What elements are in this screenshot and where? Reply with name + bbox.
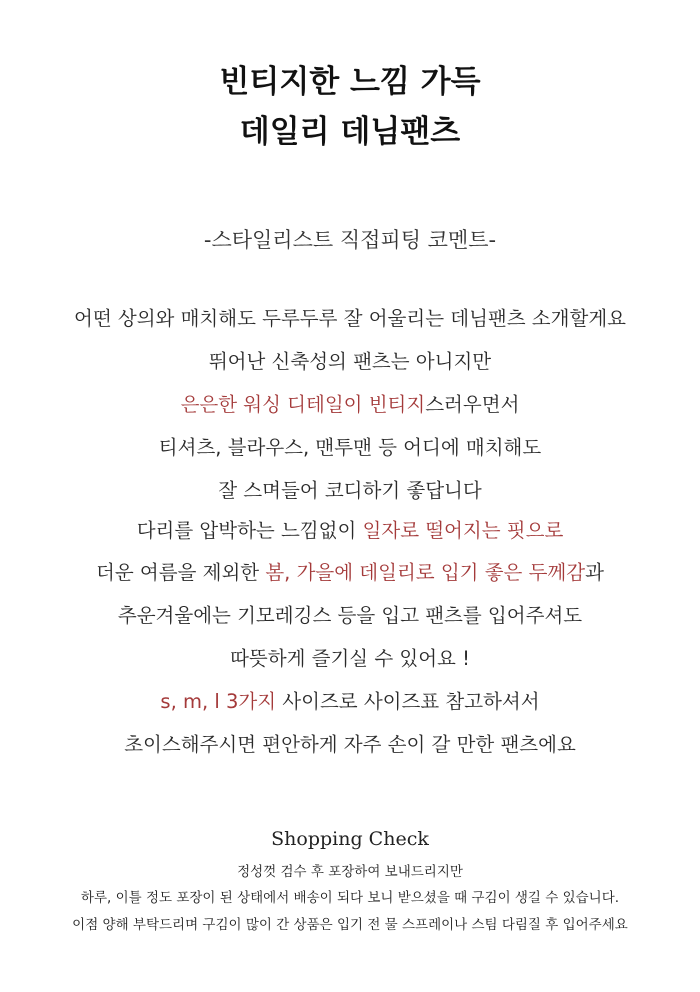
comment-line-7-highlight: 봄, 가을에 데일리로 입기 좋은 두께감 [265,561,586,584]
shopping-check-line-2: 하루, 이틀 정도 포장이 된 상태에서 배송이 되다 보니 받으셨을 때 구김이 생길 수 있습니다. [80,890,620,906]
heading-line-2: 데일리 데님팬츠 [239,114,461,150]
comment-line-3-rest: 스러우면서 [425,393,520,416]
comment-line-6 [0,515,700,547]
comment-line-1: 어떤 상의와 매치해도 두루두루 잘 어울리는 데님팬츠 소개할게요 [74,307,626,330]
comment-line-7-end: 과 [585,561,604,584]
stylist-comment-subtitle: -스타일리스트 직접피팅 코멘트- [203,228,497,252]
shopping-check-line-1: 정성껏 검수 후 포장하여 보내드리지만 [237,864,463,880]
comment-line-11: 초이스해주시면 편안하게 자주 손이 갈 만한 팬츠에요 [124,733,576,756]
comment-line-2: 뛰어난 신축성의 팬츠는 아니지만 [208,350,492,373]
comment-line-10 [0,686,700,718]
comment-line-10-text: 사이즈로 사이즈표 참고하셔서 [276,690,540,713]
comment-line-5: 잘 스며들어 코디하기 좋답니다 [218,479,482,502]
heading-line-1: 빈티지한 느낌 가득 [219,64,481,100]
shopping-check-line-3: 이점 양해 부탁드리며 구김이 많이 간 상품은 입기 전 물 스프레이나 스팀 다림질 후 입어주세요 [72,917,628,933]
shopping-check-title: Shopping Check [271,828,429,850]
comment-line-3-highlight: 은은한 워싱 디테일이 빈티지 [180,393,426,416]
comment-line-4: 티셔츠, 블라우스, 맨투맨 등 어디에 매치해도 [158,436,542,459]
comment-line-6-highlight: 일자로 떨어지는 핏으로 [362,519,564,542]
comment-line-10-highlight: s, m, l 3가지 [160,690,277,713]
comment-line-6-text: 다리를 압박하는 느낌없이 [136,519,363,542]
comment-line-9: 따뜻하게 즐기실 수 있어요 ! [230,647,470,670]
comment-line-7 [0,557,700,589]
comment-line-8: 추운겨울에는 기모레깅스 등을 입고 팬츠를 입어주셔도 [117,604,583,627]
comment-line-3 [0,389,700,421]
comment-line-7-text: 더운 여름을 제외한 [96,561,266,584]
